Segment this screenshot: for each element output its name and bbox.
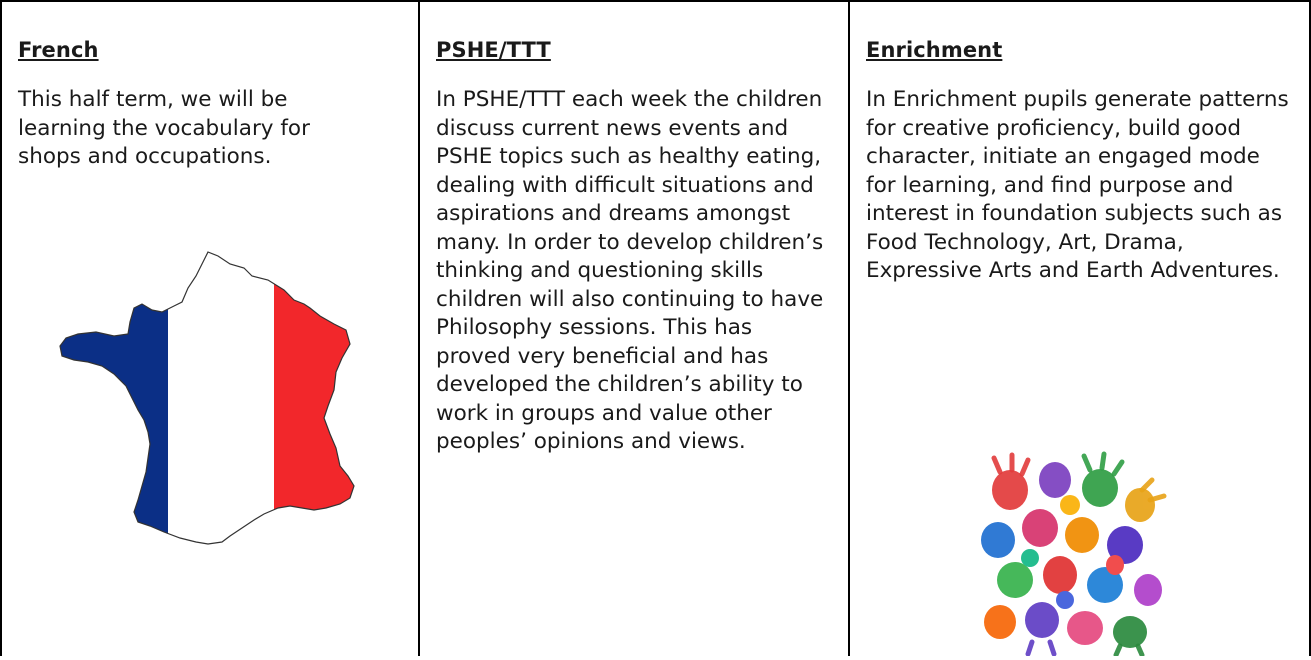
- pshe-body: In PSHE/TTT each week the children discuss current news events and PSHE topics such as healthy eating, dealing with difficult situations and aspirations and dreams amongst many. In order to develop children’s thinking and questioning skills children will also continuing to have Philosophy sessions. This has proved very beneficial and has developed the children’s ability to work in groups and value other peoples’ opinions and views.: [436, 87, 824, 454]
- pshe-cell: [418, 0, 848, 656]
- enrichment-body: In Enrichment pupils generate patterns for creative proficiency, build good character, initiate an engaged mode for learning, and find purpose and interest in foundation subjects such as Food Technology, Art, Drama, Expressive Arts and Earth Adventures.: [866, 87, 1289, 283]
- french-heading: French: [18, 38, 99, 62]
- pshe-heading: PSHE/TTT: [436, 38, 551, 62]
- painted-handprints-icon: [970, 450, 1170, 656]
- enrichment-heading: Enrichment: [866, 38, 1003, 62]
- french-cell: [0, 0, 418, 656]
- french-body: This half term, we will be learning the vocabulary for shops and occupations.: [18, 87, 310, 169]
- enrichment-cell: [848, 0, 1311, 656]
- france-flag-map-icon: [58, 246, 358, 551]
